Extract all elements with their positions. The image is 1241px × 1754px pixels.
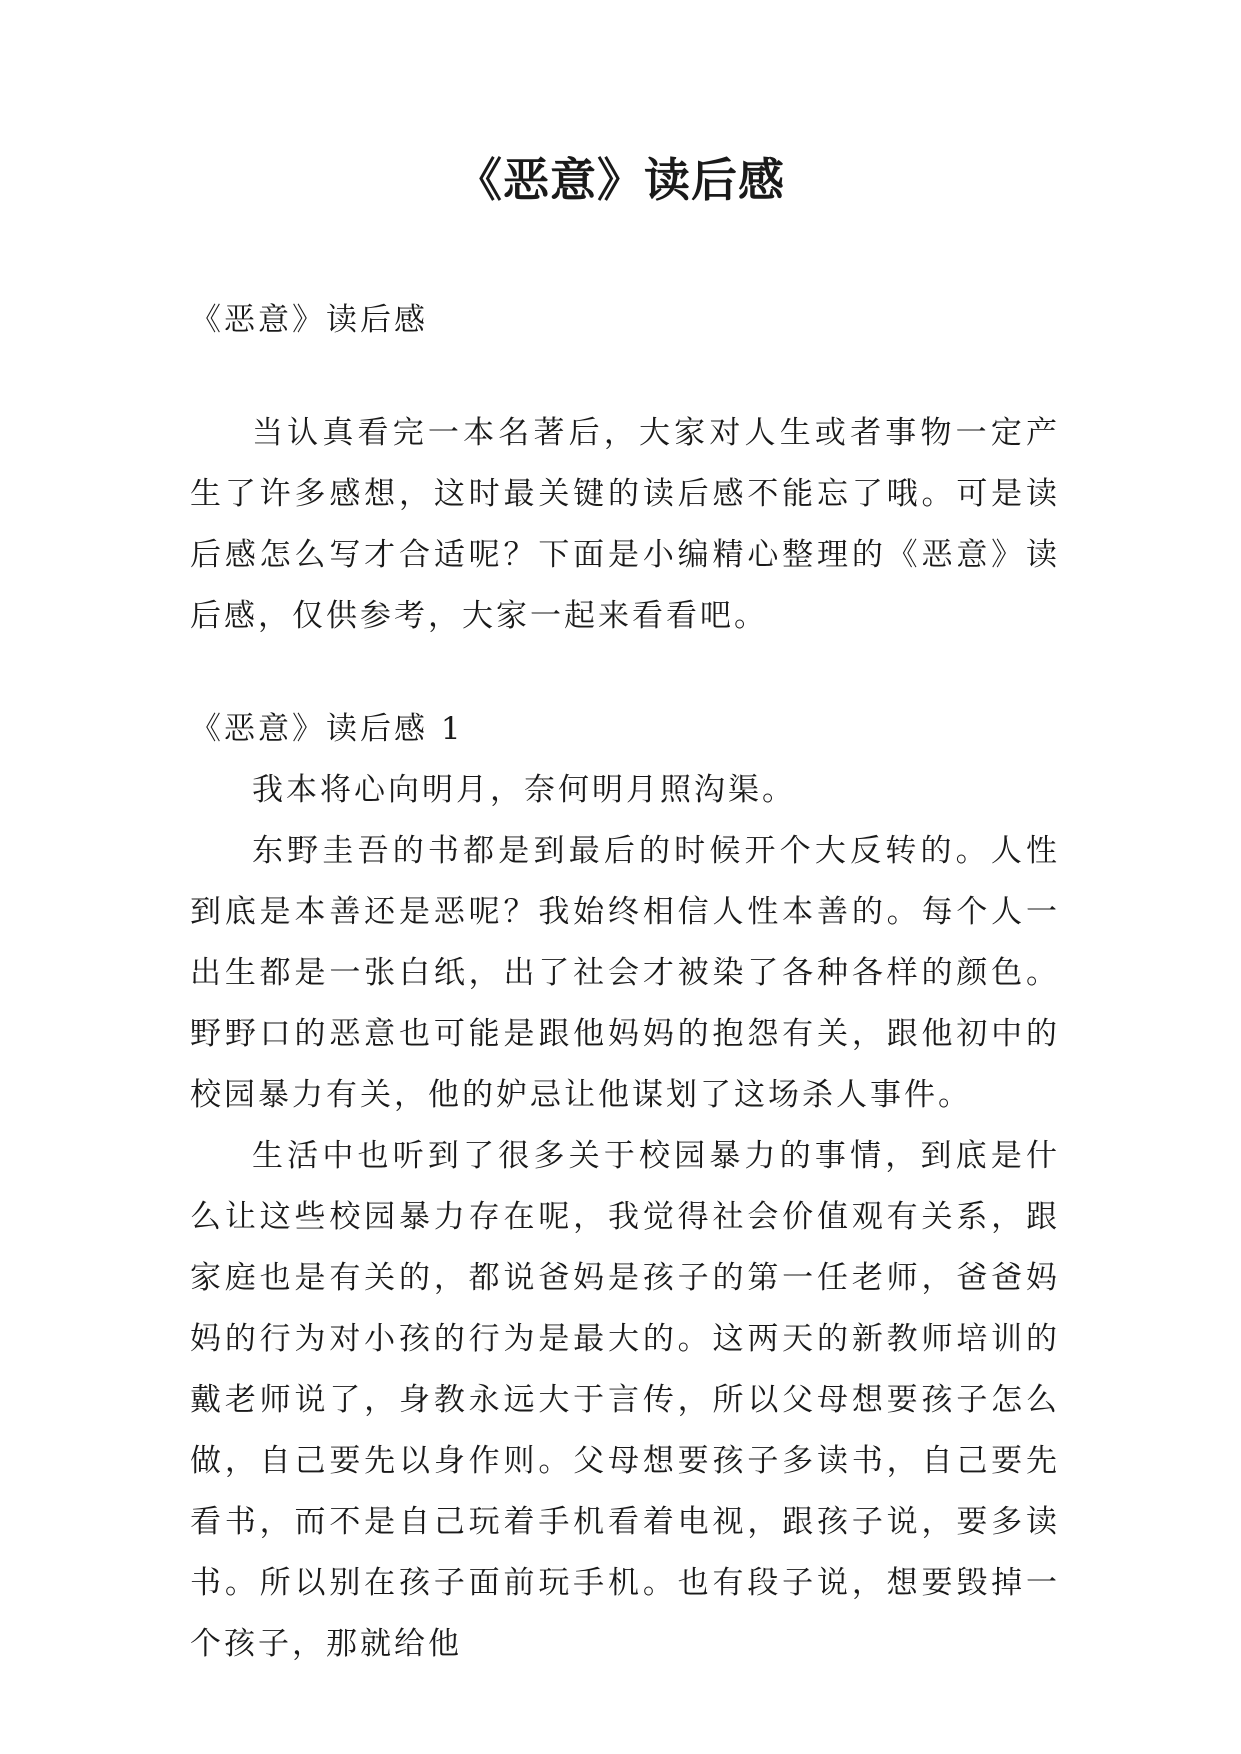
intro-paragraph: 当认真看完一本名著后，大家对人生或者事物一定产生了许多感想，这时最关键的读后感不能忘了哦。可是读后感怎么写才合适呢？下面是小编精心整理的《恶意》读后感，仅供参考，大家一起来看看吧。: [190, 415, 1060, 634]
document-body: [190, 290, 1060, 1675]
body-paragraph: 东野圭吾的书都是到最后的时候开个大反转的。人性到底是本善还是恶呢？我始终相信人性本善的。每个人一出生都是一张白纸，出了社会才被染了各种各样的颜色。野野口的恶意也可能是跟他妈妈的抱怨有关，跟他初中的校园暴力有关，他的妒忌让他谋划了这场杀人事件。: [190, 833, 1060, 1113]
section-heading: 《恶意》读后感 1: [190, 711, 464, 747]
body-paragraph: 生活中也听到了很多关于校园暴力的事情，到底是什么让这些校园暴力存在呢，我觉得社会价值观有关系，跟家庭也是有关的，都说爸妈是孩子的第一任老师，爸爸妈妈的行为对小孩的行为是最大的。这两天的新教师培训的戴老师说了，身教永远大于言传，所以父母想要孩子怎么做，自己要先以身作则。父母想要孩子多读书，自己要先看书，而不是自己玩着手机看着电视，跟孩子说，要多读书。所以别在孩子面前玩手机。也有段子说，想要毁掉一个孩子，那就给他: [190, 1138, 1060, 1662]
subtitle: 《恶意》读后感: [190, 302, 428, 338]
document-title: 《恶意》读后感: [456, 153, 785, 207]
body-paragraph: 我本将心向明月，奈何明月照沟渠。: [252, 772, 796, 808]
